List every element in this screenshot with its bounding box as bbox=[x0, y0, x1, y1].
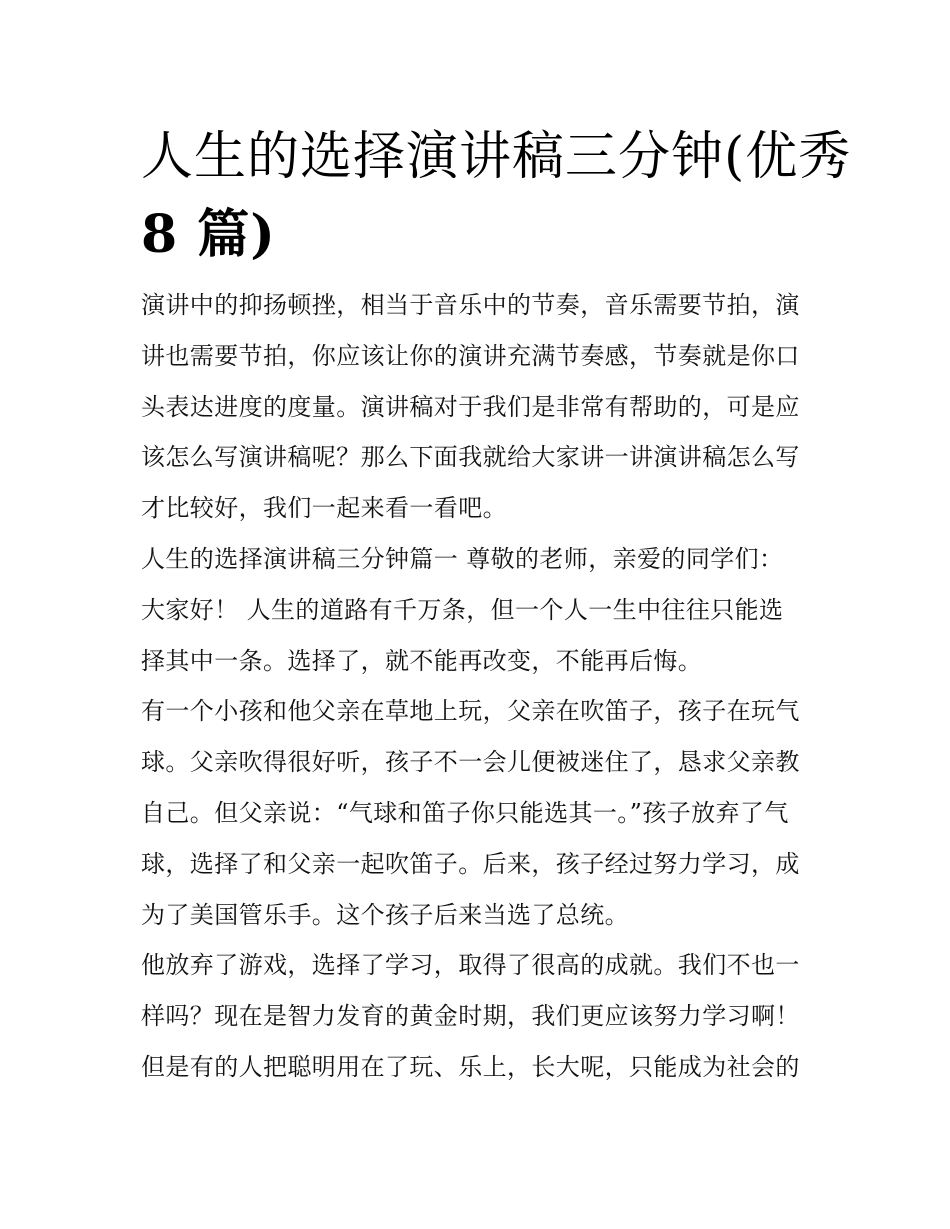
text-line: 球。父亲吹得很好听，孩子不一会儿便被迷住了，恳求父亲教 bbox=[141, 748, 800, 777]
text-line: 讲也需要节拍，你应该让你的演讲充满节奏感，节奏就是你口 bbox=[141, 341, 800, 370]
document-title bbox=[141, 118, 852, 274]
text-line: 才比较好，我们一起来看一看吧。 bbox=[141, 494, 507, 523]
document-body bbox=[141, 280, 811, 1093]
text-line: 但是有的人把聪明用在了玩、乐上，长大呢，只能成为社会的 bbox=[141, 1052, 800, 1081]
title-line: 8 篇) bbox=[141, 204, 276, 265]
title-line: 人生的选择演讲稿三分钟(优秀 bbox=[141, 127, 852, 187]
text-line: 头表达进度的度量。演讲稿对于我们是非常有帮助的，可是应 bbox=[141, 392, 800, 421]
text-line: 演讲中的抑扬顿挫，相当于音乐中的节奏，音乐需要节拍，演 bbox=[141, 291, 800, 319]
text-line: 球，选择了和父亲一起吹笛子。后来，孩子经过努力学习，成 bbox=[141, 849, 800, 878]
text-line: 人生的选择演讲稿三分钟篇一 尊敬的老师，亲爱的同学们： bbox=[141, 544, 784, 573]
text-line: 自己。但父亲说：“气球和笛子你只能选其一。”孩子放弃了气 bbox=[141, 798, 789, 827]
text-line: 样吗？现在是智力发育的黄金时期，我们更应该努力学习啊！ bbox=[141, 1002, 800, 1031]
text-line: 他放弃了游戏，选择了学习，取得了很高的成就。我们不也一 bbox=[141, 951, 800, 980]
text-line: 大家好！ 人生的道路有千万条，但一个人一生中往往只能选 bbox=[141, 595, 784, 624]
text-line: 择其中一条。选择了，就不能再改变，不能再后悔。 bbox=[141, 646, 703, 675]
text-line: 有一个小孩和他父亲在草地上玩，父亲在吹笛子，孩子在玩气 bbox=[141, 697, 800, 726]
document-page bbox=[141, 118, 852, 1093]
text-line: 为了美国管乐手。这个孩子后来当选了总统。 bbox=[141, 900, 629, 929]
text-line: 该怎么写演讲稿呢？那么下面我就给大家讲一讲演讲稿怎么写 bbox=[141, 443, 800, 472]
